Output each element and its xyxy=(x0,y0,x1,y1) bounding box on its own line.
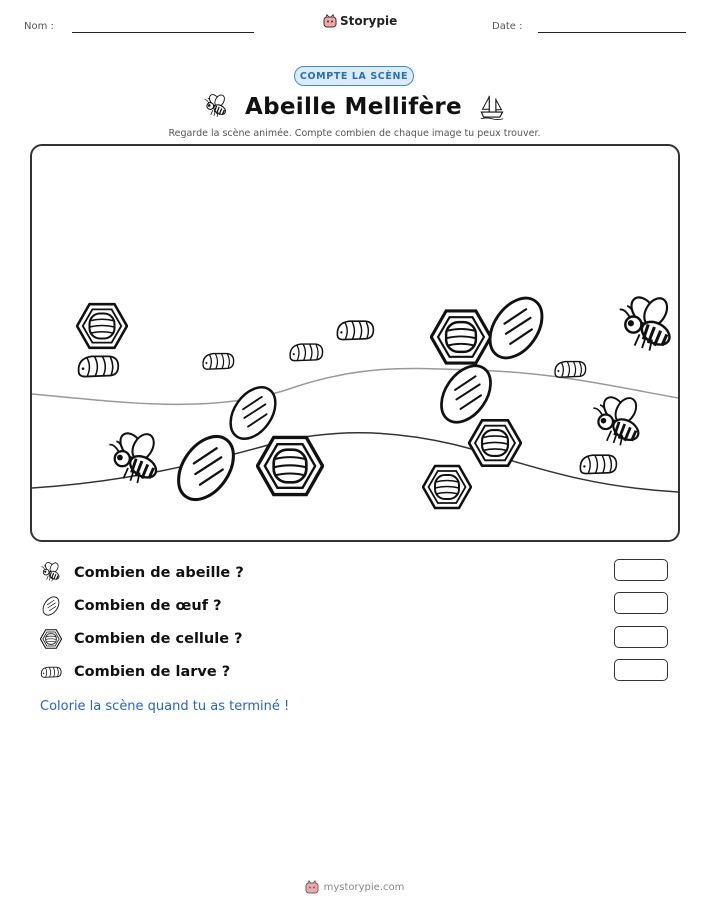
date-label: Date : xyxy=(492,21,523,32)
name-line[interactable] xyxy=(72,32,254,33)
bee-icon xyxy=(203,94,229,120)
scene-drawing xyxy=(32,146,678,540)
coloring-instruction: Colorie la scène quand tu as terminé ! xyxy=(40,699,290,714)
question-text: Combien de abeille ? xyxy=(74,565,244,581)
activity-badge: COMPTE LA SCÈNE xyxy=(294,66,414,86)
bee xyxy=(109,429,159,483)
answer-box-egg[interactable] xyxy=(614,592,668,614)
question-row-bee xyxy=(40,561,244,585)
page-title: Abeille Mellifère xyxy=(245,94,462,120)
scene-panel xyxy=(30,144,680,542)
bee-icon xyxy=(40,562,62,584)
hexagon-cell-icon xyxy=(40,628,62,650)
question-row-larva xyxy=(40,660,230,684)
larva xyxy=(79,356,119,376)
title-row xyxy=(180,90,529,124)
question-text: Combien de œuf ? xyxy=(74,598,222,614)
honeycomb-cell xyxy=(257,437,322,494)
site-footer xyxy=(0,880,709,894)
larva xyxy=(580,455,616,473)
answer-box-bee[interactable] xyxy=(614,559,668,581)
larva xyxy=(555,362,586,378)
honeycomb-cell xyxy=(431,311,491,363)
egg-icon xyxy=(40,595,62,617)
larva-icon xyxy=(40,661,62,683)
bee xyxy=(593,393,642,445)
question-row-egg xyxy=(40,594,222,618)
name-label: Nom : xyxy=(24,21,54,32)
question-text: Combien de cellule ? xyxy=(74,631,243,647)
question-text: Combien de larve ? xyxy=(74,664,231,680)
storypie-logo-icon xyxy=(305,880,319,894)
storypie-logo-icon xyxy=(323,14,337,28)
honeycomb-cell xyxy=(77,304,127,348)
question-row-cell xyxy=(40,627,243,651)
honeycomb-cell xyxy=(469,420,521,465)
answer-box-larva[interactable] xyxy=(614,659,668,681)
instructions: Regarde la scène animée. Compte combien de chaque image tu peux trouver. xyxy=(168,128,541,139)
egg xyxy=(479,288,552,367)
larva xyxy=(203,354,234,370)
date-line[interactable] xyxy=(538,32,686,33)
larva xyxy=(337,321,373,339)
brand-name: Storypie xyxy=(340,14,398,28)
site-url[interactable]: mystorypie.com xyxy=(323,881,405,893)
honeycomb-cell xyxy=(423,466,471,508)
larva xyxy=(290,344,322,361)
ship-icon xyxy=(478,93,506,121)
bee xyxy=(620,293,674,351)
answer-box-cell[interactable] xyxy=(614,626,668,648)
brand xyxy=(323,14,397,28)
